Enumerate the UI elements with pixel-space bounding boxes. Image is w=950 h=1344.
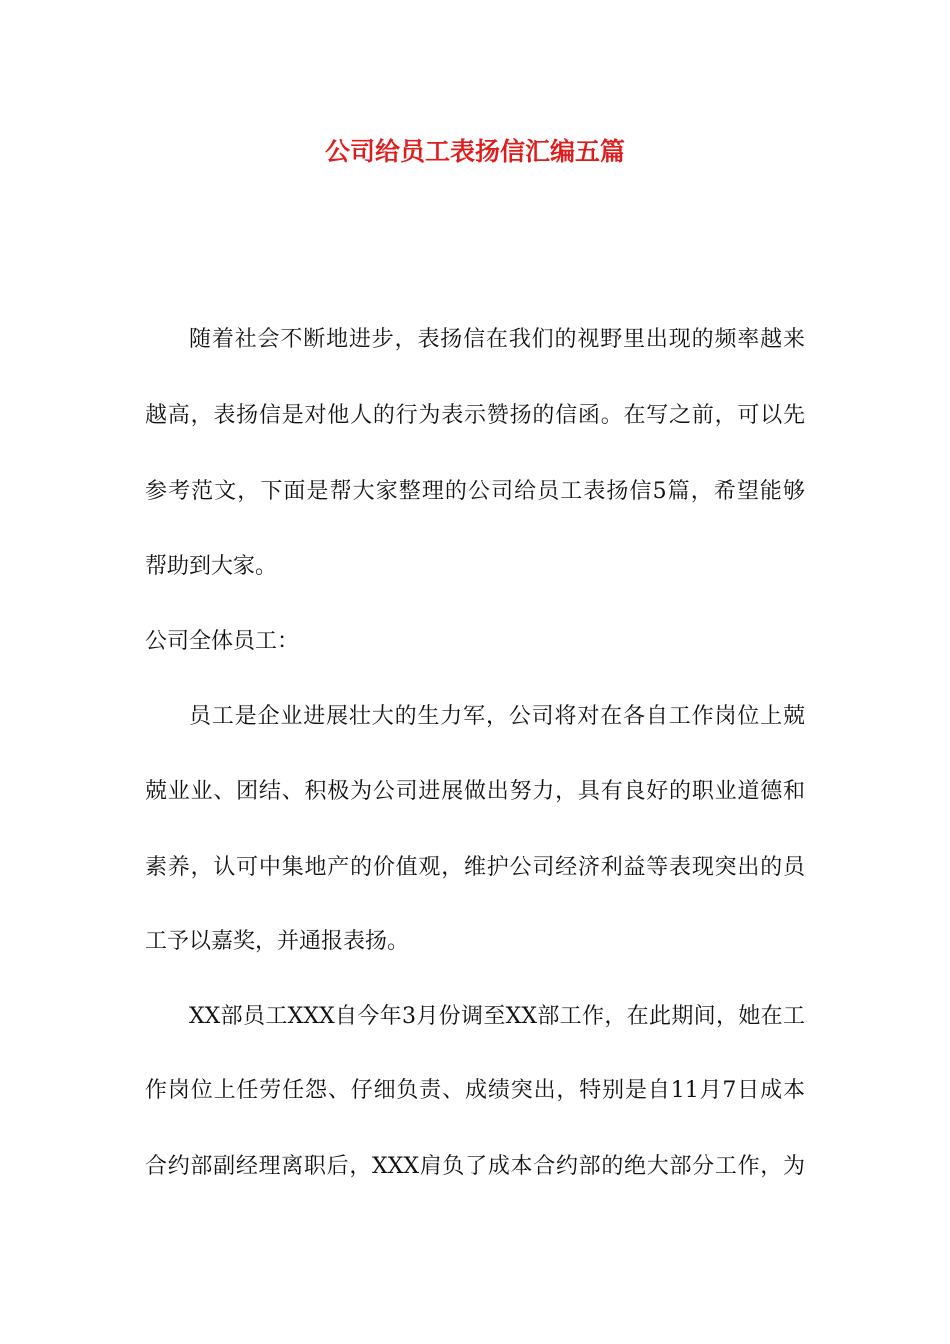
body-paragraph-2-line-3: 合约部副经理离职后，XXX肩负了成本合约部的绝大部分工作，为 — [145, 1154, 805, 1179]
body-paragraph-1-line-3: 素养，认可中集地产的价值观，维护公司经济利益等表现突出的员 — [145, 855, 805, 880]
intro-paragraph-line-4: 帮助到大家。 — [145, 554, 278, 579]
body-paragraph-2-line-2: 作岗位上任劳任怨、仔细负责、成绩突出，特别是自11月7日成本 — [145, 1078, 805, 1103]
body-paragraph-1-line-1: 员工是企业进展壮大的生力军，公司将对在各自工作岗位上兢 — [189, 704, 805, 729]
intro-paragraph-line-3: 参考范文，下面是帮大家整理的公司给员工表扬信5篇，希望能够 — [145, 479, 805, 504]
intro-paragraph-line-2: 越高，表扬信是对他人的行为表示赞扬的信函。在写之前，可以先 — [145, 403, 805, 428]
body-paragraph-1-line-4: 工予以嘉奖，并通报表扬。 — [145, 929, 410, 954]
body-paragraph-1-line-2: 兢业业、团结、积极为公司进展做出努力，具有良好的职业道德和 — [145, 779, 805, 804]
intro-paragraph-line-1: 随着社会不断地进步，表扬信在我们的视野里出现的频率越来 — [189, 327, 805, 352]
body-paragraph-2-line-1: XX部员工XXX自今年3月份调至XX部工作，在此期间，她在工 — [189, 1004, 805, 1029]
salutation: 公司全体员工： — [145, 629, 300, 654]
document-title: 公司给员工表扬信汇编五篇 — [324, 137, 625, 166]
